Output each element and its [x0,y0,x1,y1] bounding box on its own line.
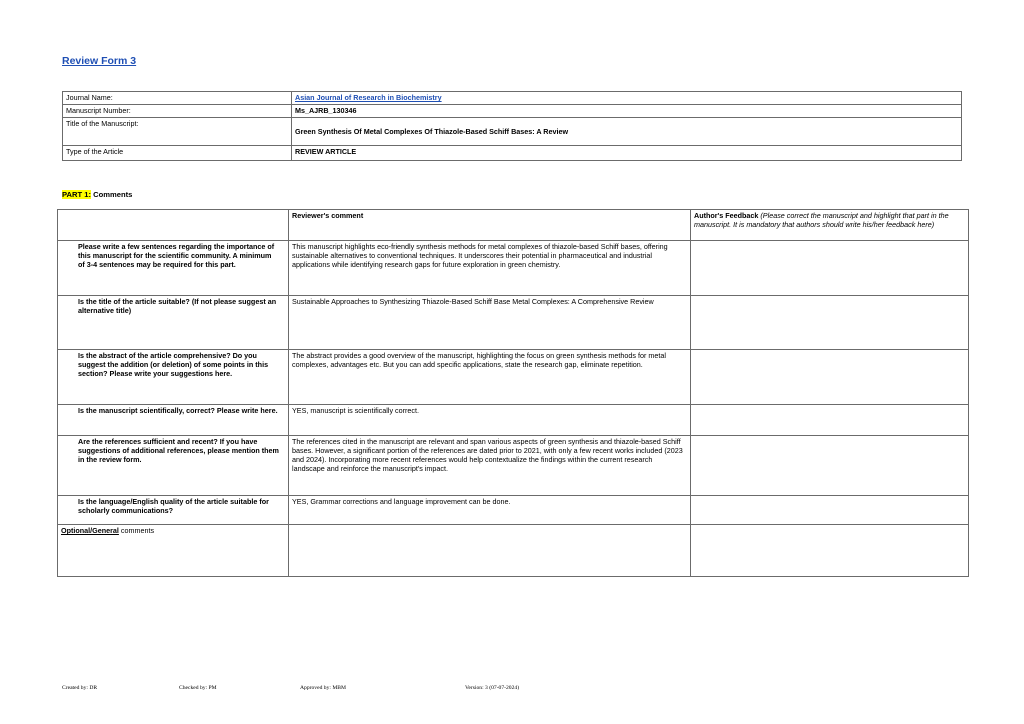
footer-checked: Checked by: PM [179,685,217,691]
author-feedback-label: Author's Feedback [694,211,759,220]
manuscript-number-row [63,105,962,118]
reviewer-comment-cell: The abstract provides a good overview of the manuscript, highlighting the focus on green synthesis methods for metal complexes, advantages etc. But you can add specific applications, state the research gap, eliminate repetition. [289,350,691,405]
question-cell: Is the language/English quality of the article suitable for scholarly communications? [58,496,289,525]
type-label: Type of the Article [63,146,292,161]
part-heading [62,190,132,199]
author-feedback-cell[interactable] [691,350,969,405]
footer-approved: Approved by: MBM [300,685,346,691]
manuscript-number-label: Manuscript Number: [63,105,292,118]
review-table [57,209,969,577]
author-feedback-cell[interactable] [691,436,969,496]
author-feedback-cell[interactable] [691,296,969,350]
optional-label: Optional/General [61,526,119,535]
reviewer-comment-cell: YES, manuscript is scientifically correct. [289,405,691,436]
review-row [58,350,969,405]
question-cell: Is the manuscript scientifically, correct? Please write here. [58,405,289,436]
reviewer-comment-cell: YES, Grammar corrections and language improvement can be done. [289,496,691,525]
part-title: Comments [90,190,133,199]
question-cell: Are the references sufficient and recent? If you have suggestions of additional references, please mention them in the review form. [58,436,289,496]
question-cell: Is the abstract of the article comprehensive? Do you suggest the addition (or deletion) of some points in this section? Please write your suggestions here. [58,350,289,405]
manuscript-info-table [62,91,962,161]
footer-created: Created by: DR [62,685,98,691]
question-cell: Is the title of the article suitable? (If not please suggest an alternative title) [58,296,289,350]
journal-row [63,92,962,105]
journal-link[interactable]: Asian Journal of Research in Biochemistry [295,93,442,102]
reviewer-comment-cell: Sustainable Approaches to Synthesizing Thiazole-Based Schiff Base Metal Complexes: A Comprehensive Review [289,296,691,350]
title-row [63,118,962,146]
author-feedback-cell[interactable] [691,241,969,296]
review-row [58,296,969,350]
review-header-row [58,210,969,241]
optional-comments-row [58,525,969,577]
review-row [58,405,969,436]
review-row [58,241,969,296]
part-label: PART 1: [62,190,91,199]
title-label: Title of the Manuscript: [63,118,292,146]
optional-suffix: comments [118,526,155,535]
type-value: REVIEW ARTICLE [295,147,357,156]
manuscript-number-value: Ms_AJRB_130346 [295,106,357,115]
header-empty-cell [58,210,289,241]
author-feedback-header [691,210,969,241]
author-feedback-cell[interactable] [691,405,969,436]
author-feedback-note: (Please correct the manuscript and highlight that part in the manuscript. It is mandatory that authors should write his/her feedback here) [694,211,949,229]
reviewer-comment-cell: This manuscript highlights eco-friendly synthesis methods for metal complexes of thiazole-based Schiff bases, offering sustainable alternatives to conventional techniques. It underscores their potential in pharmaceutical and industrial applications while identifying research gaps for future exploration in green chemistry. [289,241,691,296]
optional-reviewer-cell[interactable] [289,525,691,577]
optional-comments-label [58,525,289,577]
reviewer-comment-header: Reviewer's comment [292,211,364,220]
journal-label: Journal Name: [63,92,292,105]
title-value: Green Synthesis Of Metal Complexes Of Thiazole-Based Schiff Bases: A Review [295,127,569,136]
optional-author-cell[interactable] [691,525,969,577]
question-cell: Please write a few sentences regarding the importance of this manuscript for the scientific community. A minimum of 3-4 sentences may be required for this part. [58,241,289,296]
reviewer-comment-cell: The references cited in the manuscript are relevant and span various aspects of green synthesis and thiazole-based Schiff bases. However, a significant portion of the references are dated prior to 2021, with only a few recent works included (2023 and 2024). Incorporating more recent references would help contextualize the findings within the current research landscape and reinforce the manuscript's impact. [289,436,691,496]
type-row [63,146,962,161]
review-row [58,496,969,525]
form-title: Review Form 3 [62,55,137,67]
footer-version: Version: 3 (07-07-2024) [465,685,520,691]
review-row [58,436,969,496]
author-feedback-cell[interactable] [691,496,969,525]
